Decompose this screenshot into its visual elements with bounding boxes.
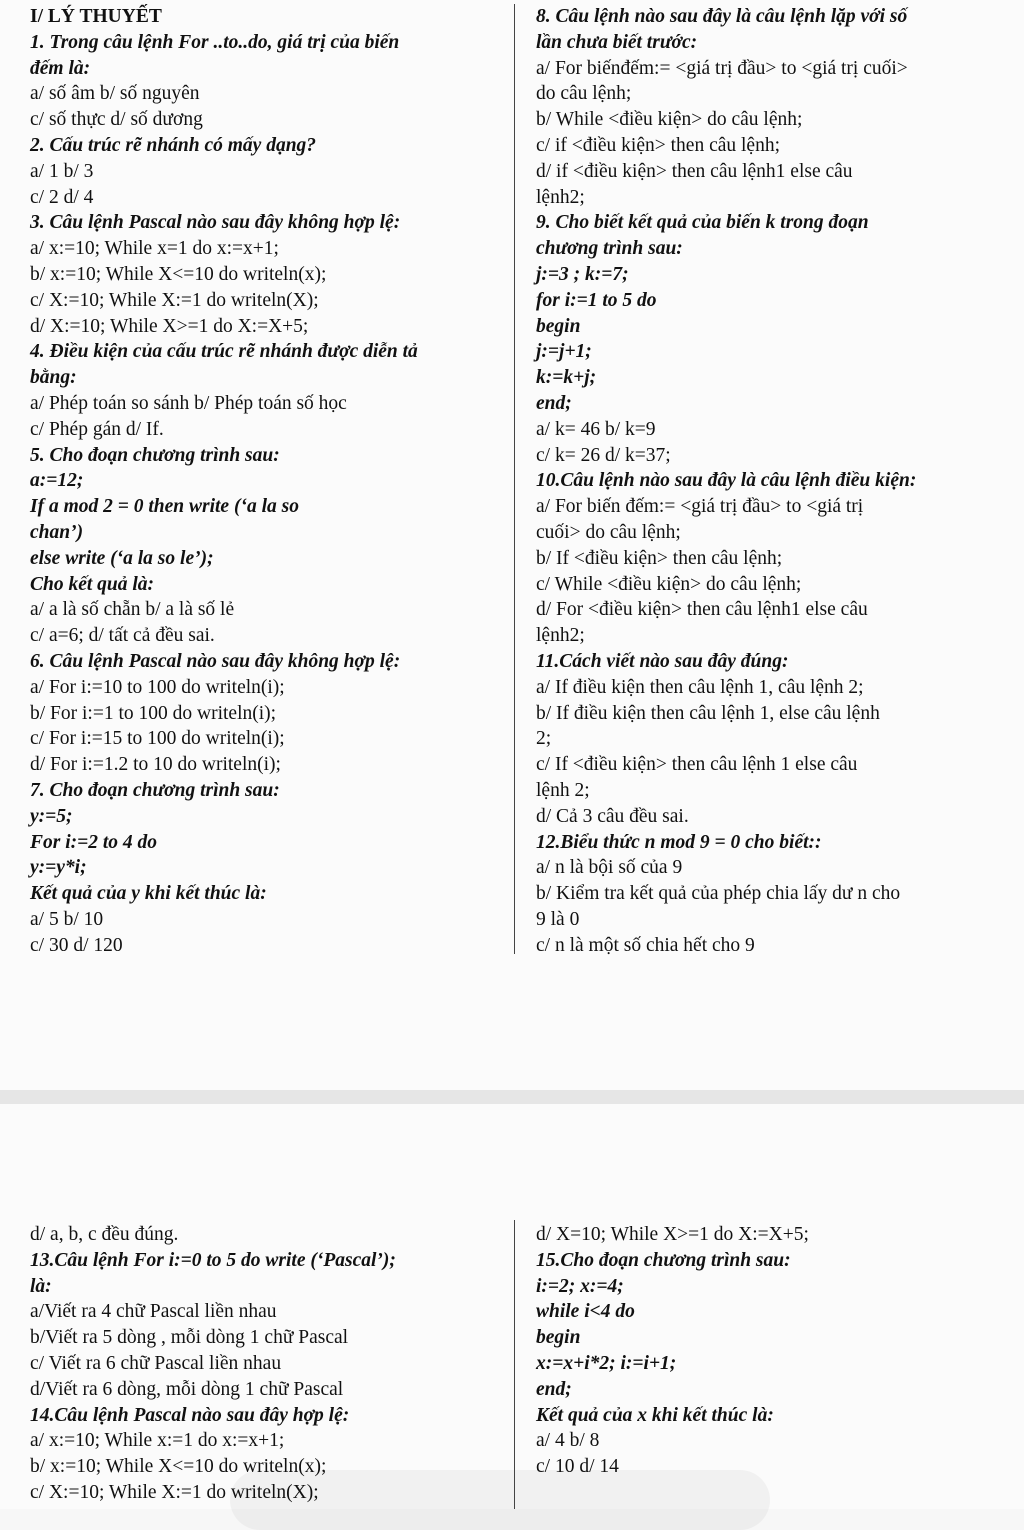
answer-line: c/ If <điều kiện> then câu lệnh 1 else câu	[536, 754, 858, 776]
left-column-top	[30, 4, 510, 958]
question-line: I/ LÝ THUYẾT	[30, 6, 162, 27]
answer-line: c/ 10 d/ 14	[536, 1456, 619, 1478]
answer-line: b/ x:=10; While X<=10 do writeln(x);	[30, 263, 327, 285]
answer-line: a/ Phép toán so sánh b/ Phép toán số học	[30, 392, 347, 414]
answer-line: c/ X:=10; While X:=1 do writeln(X);	[30, 1481, 319, 1503]
question-line: begin	[536, 315, 581, 337]
question-line: y:=y*i;	[30, 857, 87, 879]
answer-line: d/Viết ra 6 dòng, mỗi dòng 1 chữ Pascal	[30, 1378, 344, 1400]
answer-line: do câu lệnh;	[536, 83, 632, 105]
question-line: else write (‘a la so le’);	[30, 547, 214, 569]
question-line: 13.Câu lệnh For i:=0 to 5 do write (‘Pascal’);	[30, 1249, 396, 1271]
answer-line: c/ a=6; d/ tất cả đều sai.	[30, 625, 215, 647]
answer-line: a/ k= 46 b/ k=9	[536, 418, 656, 440]
column-divider	[514, 1220, 515, 1509]
question-line: 4. Điều kiện của cấu trúc rẽ nhánh được diễn tả	[30, 341, 418, 363]
answer-line: c/ While <điều kiện> do câu lệnh;	[536, 573, 802, 595]
question-line: i:=2; x:=4;	[536, 1275, 624, 1297]
answer-line: a/ For biến đếm:= <giá trị đầu> to <giá trị	[536, 496, 864, 518]
question-line: while i<4 do	[536, 1301, 635, 1323]
answer-line: 9 là 0	[536, 908, 580, 930]
right-column-bottom	[536, 1222, 1016, 1480]
question-line: end;	[536, 1378, 572, 1400]
question-line: là:	[30, 1275, 52, 1297]
answer-line: c/ if <điều kiện> then câu lệnh;	[536, 134, 780, 156]
answer-line: c/ n là một số chia hết cho 9	[536, 934, 755, 956]
question-line: Kết quả của x khi kết thúc là:	[536, 1404, 774, 1426]
question-line: j:=j+1;	[536, 341, 592, 363]
answer-line: b/Viết ra 5 dòng , mỗi dòng 1 chữ Pascal	[30, 1327, 349, 1349]
answer-line: a/ x:=10; While x:=1 do x:=x+1;	[30, 1430, 285, 1452]
question-line: j:=3 ; k:=7;	[536, 263, 629, 285]
answer-line: a/ 5 b/ 10	[30, 908, 104, 930]
answer-line: d/ For i:=1.2 to 10 do writeln(i);	[30, 754, 281, 776]
answer-line: c/ số thực d/ số dương	[30, 109, 203, 131]
question-line: Cho kết quả là:	[30, 573, 155, 595]
answer-line: a/ 4 b/ 8	[536, 1430, 600, 1452]
question-line: x:=x+i*2; i:=i+1;	[536, 1352, 677, 1374]
answer-line: b/ x:=10; While X<=10 do writeln(x);	[30, 1456, 327, 1478]
answer-line: a/ a là số chẵn b/ a là số lẻ	[30, 599, 235, 621]
answer-line: d/ Cả 3 câu đều sai.	[536, 805, 689, 827]
answer-line: d/ X=10; While X>=1 do X:=X+5;	[536, 1224, 809, 1245]
answer-line: lệnh2;	[536, 625, 585, 647]
question-line: 2. Cấu trúc rẽ nhánh có mấy dạng?	[30, 134, 317, 156]
question-line: For i:=2 to 4 do	[30, 831, 158, 853]
answer-line: a/ n là bội số của 9	[536, 857, 683, 879]
answer-line: a/ số âm b/ số nguyên	[30, 83, 200, 105]
question-line: 14.Câu lệnh Pascal nào sau đây hợp lệ:	[30, 1404, 350, 1426]
answer-line: c/ 2 d/ 4	[30, 186, 94, 208]
question-line: đếm là:	[30, 57, 91, 79]
answer-line: b/ Kiểm tra kết quả của phép chia lấy dư n cho	[536, 883, 901, 905]
question-line: chan’)	[30, 521, 84, 543]
question-line: 5. Cho đoạn chương trình sau:	[30, 444, 280, 466]
question-line: 8. Câu lệnh nào sau đây là câu lệnh lặp với số	[536, 6, 908, 27]
answer-line: c/ k= 26 d/ k=37;	[536, 444, 671, 466]
answer-line: a/ x:=10; While x=1 do x:=x+1;	[30, 238, 279, 260]
answer-line: a/ For biếnđếm:= <giá trị đầu> to <giá trị cuối>	[536, 57, 908, 79]
answer-line: lệnh2;	[536, 186, 585, 208]
answer-line: d/ a, b, c đều đúng.	[30, 1224, 179, 1245]
answer-line: cuối> do câu lệnh;	[536, 521, 681, 543]
question-line: 1. Trong câu lệnh For ..to..do, giá trị của biến	[30, 31, 400, 53]
question-line: 3. Câu lệnh Pascal nào sau đây không hợp lệ:	[30, 212, 401, 234]
question-line: 6. Câu lệnh Pascal nào sau đây không hợp lệ:	[30, 650, 401, 672]
answer-line: d/ For <điều kiện> then câu lệnh1 else câu	[536, 599, 868, 621]
right-column-top	[536, 4, 1016, 958]
answer-line: c/ 30 d/ 120	[30, 934, 123, 956]
question-line: bằng:	[30, 367, 77, 389]
answer-line: b/ While <điều kiện> do câu lệnh;	[536, 109, 803, 131]
question-line: y:=5;	[30, 805, 73, 827]
question-line: a:=12;	[30, 470, 84, 492]
answer-line: c/ Viết ra 6 chữ Pascal liền nhau	[30, 1352, 282, 1374]
answer-line: d/ X:=10; While X>=1 do X:=X+5;	[30, 315, 309, 337]
question-line: begin	[536, 1327, 581, 1349]
answer-line: a/ 1 b/ 3	[30, 160, 94, 182]
question-line: chương trình sau:	[536, 238, 683, 260]
question-line: 11.Cách viết nào sau đây đúng:	[536, 650, 789, 672]
answer-line: c/ X:=10; While X:=1 do writeln(X);	[30, 289, 319, 311]
answer-line: d/ if <điều kiện> then câu lệnh1 else câu	[536, 160, 853, 182]
answer-line: a/ For i:=10 to 100 do writeln(i);	[30, 676, 285, 698]
left-column-bottom	[30, 1222, 510, 1506]
question-line: 9. Cho biết kết quả của biến k trong đoạn	[536, 212, 869, 234]
question-line: If a mod 2 = 0 then write (‘a la so	[30, 496, 299, 518]
question-line: 15.Cho đoạn chương trình sau:	[536, 1249, 791, 1271]
answer-line: 2;	[536, 728, 552, 750]
answer-line: lệnh 2;	[536, 779, 590, 801]
question-line: 12.Biểu thức n mod 9 = 0 cho biết::	[536, 831, 822, 853]
answer-line: b/ For i:=1 to 100 do writeln(i);	[30, 702, 277, 724]
question-line: 7. Cho đoạn chương trình sau:	[30, 779, 280, 801]
question-line: end;	[536, 392, 572, 414]
question-line: 10.Câu lệnh nào sau đây là câu lệnh điều kiện:	[536, 470, 917, 492]
answer-line: a/ If điều kiện then câu lệnh 1, câu lệnh 2;	[536, 676, 864, 698]
question-line: for i:=1 to 5 do	[536, 289, 657, 311]
answer-line: a/Viết ra 4 chữ Pascal liền nhau	[30, 1301, 277, 1323]
answer-line: b/ If điều kiện then câu lệnh 1, else câu lệnh	[536, 702, 880, 724]
answer-line: c/ Phép gán d/ If.	[30, 418, 164, 440]
answer-line: b/ If <điều kiện> then câu lệnh;	[536, 547, 783, 569]
answer-line: c/ For i:=15 to 100 do writeln(i);	[30, 728, 285, 750]
page-separator	[0, 1090, 1024, 1104]
question-line: Kết quả của y khi kết thúc là:	[30, 883, 267, 905]
question-line: lần chưa biết trước:	[536, 31, 698, 53]
question-line: k:=k+j;	[536, 367, 597, 389]
column-divider	[514, 4, 515, 954]
